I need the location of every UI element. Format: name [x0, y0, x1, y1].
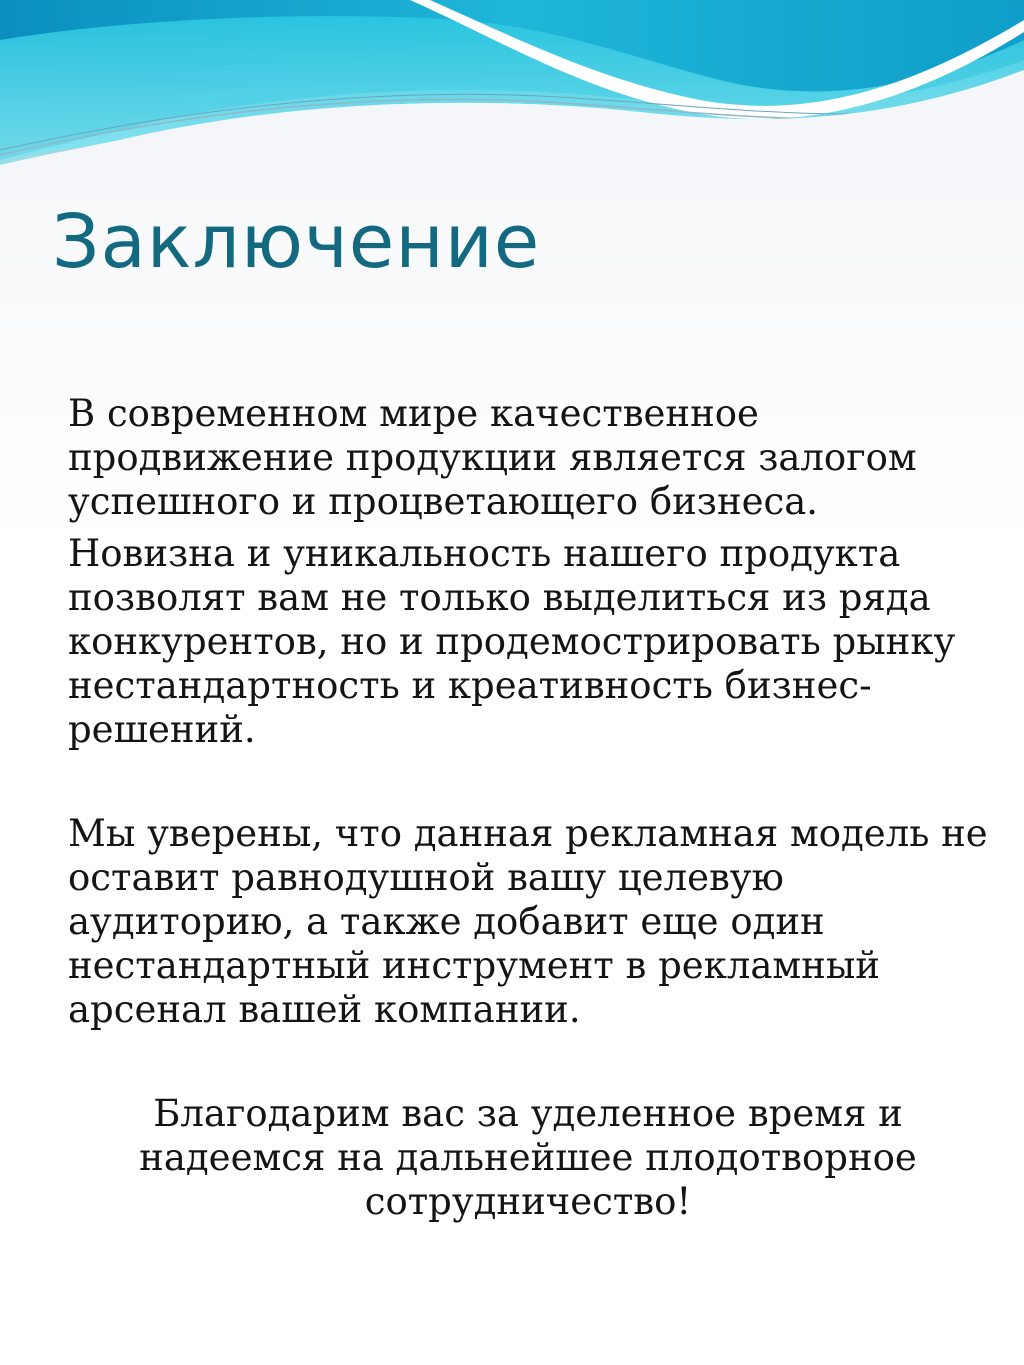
paragraph-novelty: Новизна и уникальность нашего продукта позволят вам не только выделиться из ряда конкурентов, но и продемострировать рынку нестандартность и креативность бизнес-решений.	[68, 532, 956, 751]
header-wave-decoration	[0, 0, 1024, 200]
page-title: Заключение	[52, 199, 541, 285]
content-body	[68, 392, 988, 1224]
paragraph-thanks: Благодарим вас за уделенное время и надеемся на дальнейшее плодотворное сотрудничество!	[139, 1092, 917, 1223]
paragraph-intro: В современном мире качественное продвижение продукции является залогом успешного и процветающего бизнеса.	[68, 392, 917, 523]
paragraph-confidence: Мы уверены, что данная рекламная модель не оставит равнодушной вашу целевую аудиторию, а также добавит еще один нестандартный инструмент в рекламный арсенал вашей компании.	[68, 812, 988, 1031]
